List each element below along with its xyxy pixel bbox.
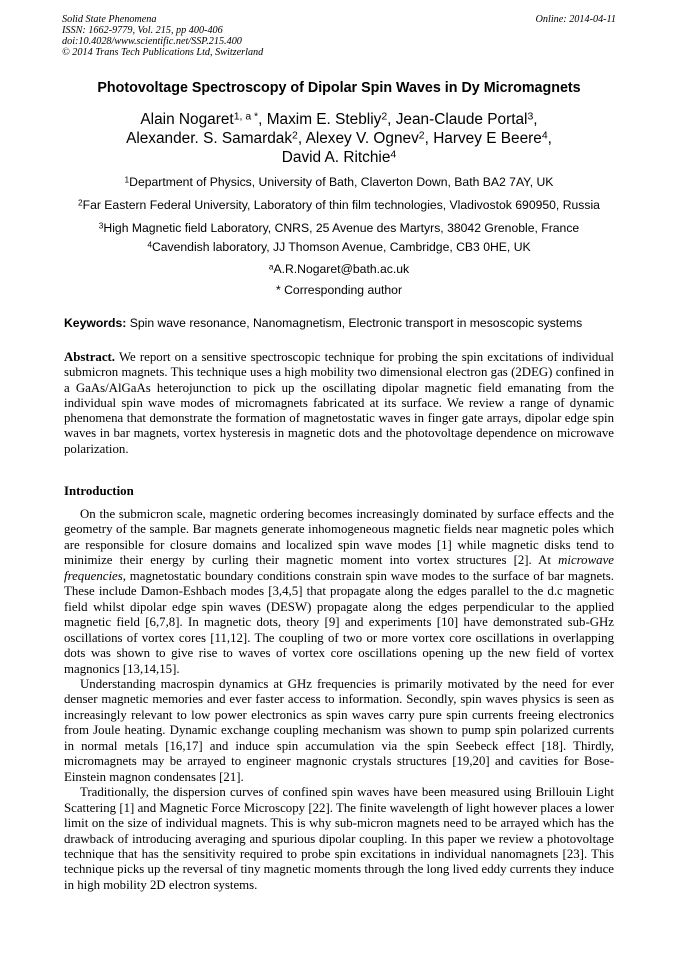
author-name: Harvey E Beere: [433, 130, 542, 147]
affiliation: [20, 198, 658, 212]
author-name: Alexander. S. Samardak: [126, 130, 293, 147]
paragraph-text: , magnetostatic boundary conditions constrain spin wave modes to the surface of bar magnets. These include Damon-Eshbach modes [3,4,5] that propagate along the edges parallel to the d.c magnetic field whilst dipolar edge spin waves (DESW) propagate along the edges perpendicular to the applied magnetic field [6,7,8]. In magnetic dots, theory [9] and experiments [10] have demonstrated sub-GHz oscillations of vortex cores [11,12]. The coupling of two or more vortex core oscillations in overlapping dots was shown to give rise to waves of vortex core oscillations opening up the new field of vortex magnonics [13,14,15].: [64, 568, 614, 676]
corresponding-author-note: * Corresponding author: [275, 283, 403, 297]
affiliation: [20, 240, 658, 254]
journal-name: Solid State Phenomena: [62, 14, 157, 25]
section-heading: Introduction: [64, 484, 134, 498]
email-superscript: a: [268, 261, 274, 272]
introduction-body: [64, 507, 614, 893]
author-name: Alain Nogaret: [140, 111, 234, 128]
author-list: Alain Nogaret$^{1, a *}$, Maxim E. Stebliy$^2$, Jean-Claude Portal$^3$, Alexander. S. Samardak$^2$, Alexey V. Ognev$^2$, Harvey E Beere$^4$, David A. Ritchie$^4$: [126, 111, 552, 166]
affiliation-superscript: 4: [147, 239, 152, 250]
affiliation-superscript: 1: [124, 174, 130, 185]
online-date: Online: 2014-04-11: [535, 14, 616, 25]
paragraph-text: On the submicron scale, magnetic ordering becomes increasingly dominated by surface effects and the geometry of the sample. Bar magnets generate inhomogeneous magnetic fields near magnetic poles which are responsible for closure domains and localized spin wave modes [1] while magnetic disks tend to minimize their energy by curling their magnetic moment into vortex structures [2]. At: [64, 507, 614, 568]
author-superscript: 1, a *: [233, 111, 259, 123]
author-superscript: 3: [527, 111, 534, 123]
paragraph: Understanding macrospin dynamics at GHz frequencies is primarily motivated by the need for ever denser magnetic memories and ever faster access to information. Secondly, spin waves physics is seen as increasingly relevant to low power electronics as spin waves carry pure spin currents freeing electronics from Joule heating. Dynamic exchange coupling mechanism was shown to pump spin polarized currents in normal metals [16,17] and induce spin accumulation via the spin Seebeck effect [18]. Thirdly, micromagnets may be arrayed to engineer magnonic crystals structures [19,20] and cavities for Bose-Einstein magnon condensates [21].: [64, 676, 614, 784]
author-name: Maxim E. Stebliy: [266, 111, 382, 128]
paragraph: [64, 507, 614, 677]
affiliation: [20, 175, 658, 189]
keywords-label: Keywords:: [64, 316, 127, 330]
copyright-line: © 2014 Trans Tech Publications Ltd, Switzerland: [62, 47, 264, 58]
affiliation-superscript: 2: [78, 197, 83, 208]
abstract-text: We report on a sensitive spectroscopic technique for probing the spin excitations of individual submicron magnets. This technique uses a high mobility two dimensional electron gas (2DEG) confined in a GaAs/AlGaAs heterojunction to pick up the oscillating dipolar magnetic field emanating from the individual spin wave modes of micromagnets fabricated at its surface. We review a range of dynamic phenomena that demonstrate the formation of magnetostatic waves in finger gate arrays, dipolar edge spin waves in bar magnets, vortex hysteresis in magnetic dots and the photovoltage dependence on microwave polarization.: [64, 350, 614, 456]
emphasis-text: microwave frequencies: [64, 553, 614, 583]
author-superscript: 2: [381, 111, 388, 123]
email-text: A.R.Nogaret@bath.ac.uk: [273, 262, 410, 276]
author-superscript: 4: [541, 130, 548, 142]
author-name: Jean-Claude Portal: [395, 111, 528, 128]
keywords: [64, 316, 624, 330]
keywords-text: Spin wave resonance, Nanomagnetism, Electronic transport in mesoscopic systems: [129, 316, 583, 330]
paper-title: Photovoltage Spectroscopy of Dipolar Spin Waves in Dy Micromagnets: [97, 80, 581, 96]
doi-line: doi:10.4028/www.scientific.net/SSP.215.400: [62, 36, 242, 47]
author-name: Alexey V. Ognev: [305, 130, 419, 147]
author-name: David A. Ritchie: [281, 149, 391, 166]
affiliation-text: Far Eastern Federal University, Laboratory of thin film technologies, Vladivostok 690950, Russia: [82, 198, 600, 212]
affiliation-text: Cavendish laboratory, JJ Thomson Avenue, Cambridge, CB3 0HE, UK: [151, 240, 531, 254]
affiliation-superscript: 3: [98, 220, 104, 231]
affiliation-text: Department of Physics, University of Bath, Claverton Down, Bath BA2 7AY, UK: [129, 175, 554, 189]
affiliation-text: High Magnetic field Laboratory, CNRS, 25 Avenue des Martyrs, 38042 Grenoble, France: [103, 221, 580, 235]
abstract: [64, 350, 614, 457]
journal-header: [62, 14, 618, 58]
author-superscript: 2: [292, 130, 298, 142]
author-superscript: 2: [418, 130, 425, 142]
paragraph: Traditionally, the dispersion curves of confined spin waves have been measured using Brillouin Light Scattering [1] and Magnetic Force Microscopy [22]. The finite wavelength of light however places a lower limit on the size of individual magnets. This is why sub-micron magnets need to be arrayed which has the drawback of introducing averaging and spurious dipolar coupling. In this paper we review a photovoltage technique that has the sensitivity required to probe spin excitations in individual nanomagnets [23]. This technique picks up the reversal of tiny magnetic moments through the long lived eddy currents they induce in high mobility 2D electron systems.: [64, 785, 614, 892]
affiliation: [20, 221, 658, 235]
abstract-label: Abstract.: [64, 350, 116, 364]
author-superscript: 4: [390, 149, 397, 161]
issn-line: ISSN: 1662-9779, Vol. 215, pp 400-406: [62, 25, 223, 36]
author-email: [20, 262, 658, 276]
